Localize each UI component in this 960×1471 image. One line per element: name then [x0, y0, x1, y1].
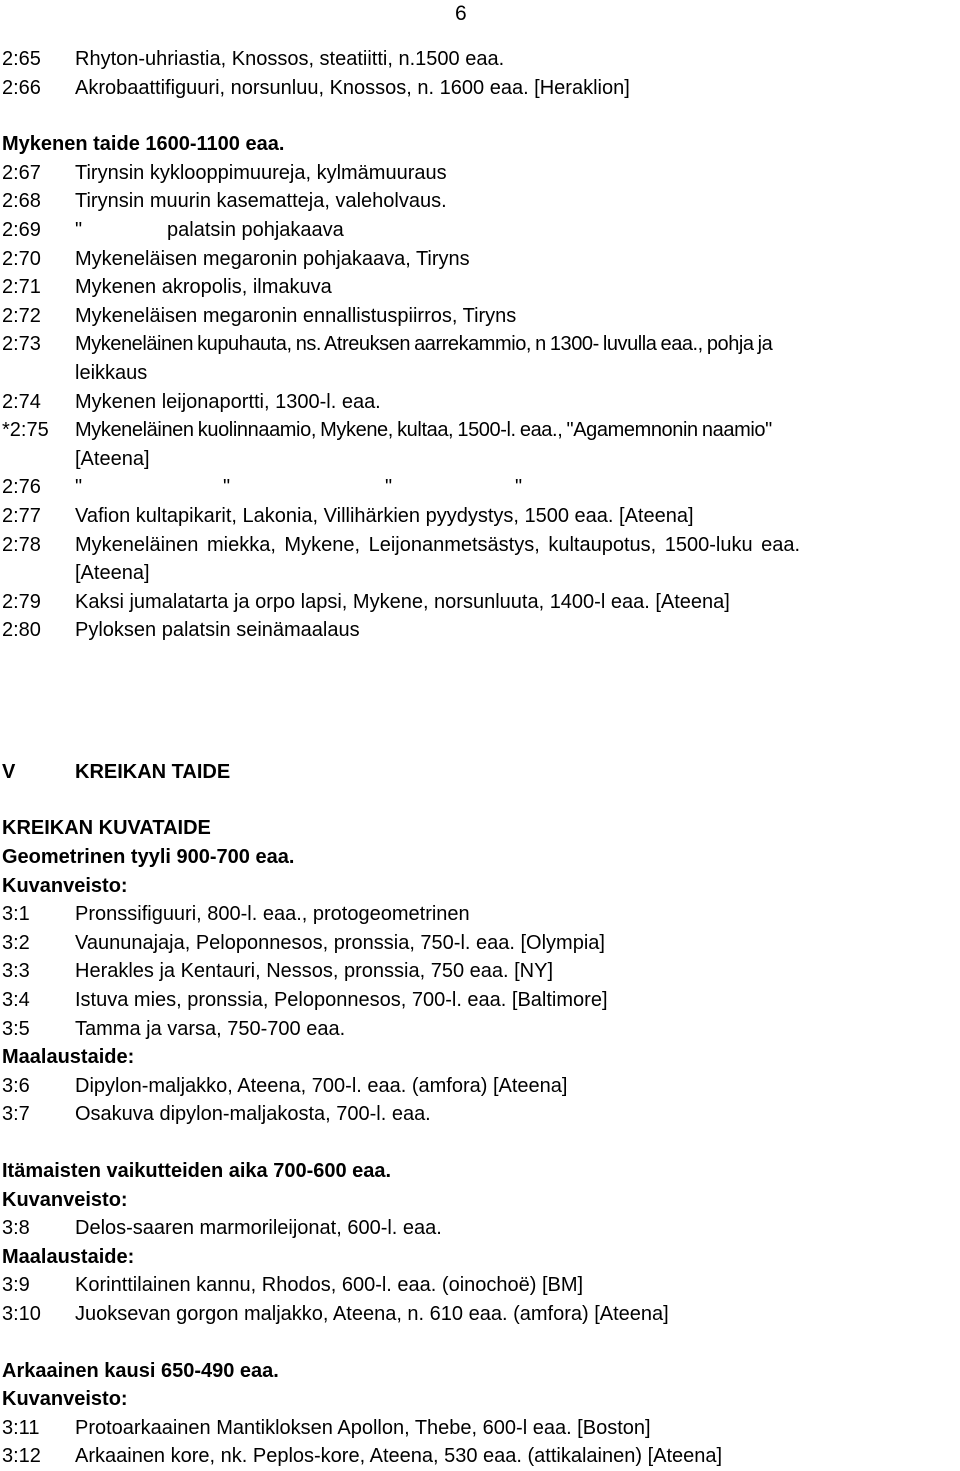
list-item: [2, 616, 958, 645]
item-text: Protoarkaainen Mantikloksen Apollon, Thebe, 600-l eaa. [Boston]: [75, 1416, 651, 1439]
item-number: 2:69: [2, 218, 41, 241]
subsection-label: Maalaustaide:: [2, 1245, 135, 1268]
list-item: [2, 588, 958, 617]
item-text: Korinttilainen kannu, Rhodos, 600-l. eaa. (oinochoë) [BM]: [75, 1274, 584, 1297]
item-number: 2:80: [2, 619, 41, 642]
list-item: [2, 1271, 958, 1300]
item-text: Pronssifiguuri, 800-l. eaa., protogeometrinen: [75, 903, 470, 926]
section-heading-mykenen: Mykenen taide 1600-1100 eaa.: [2, 133, 285, 156]
item-number: 3:12: [2, 1445, 41, 1468]
item-continuation: [Ateena]: [75, 447, 150, 470]
list-item: [2, 245, 958, 274]
chapter-number: V: [2, 760, 16, 783]
item-text: Vafion kultapikarit, Lakonia, Villihärkien pyydystys, 1500 eaa. [Ateena]: [75, 504, 694, 527]
list-item: [2, 531, 958, 560]
ditto-mark: ": [385, 476, 393, 499]
item-text: Rhyton-uhriastia, Knossos, steatiitti, n.1500 eaa.: [75, 48, 505, 70]
item-number: 3:1: [2, 903, 30, 926]
item-text: Osakuva dipylon-maljakosta, 700-l. eaa.: [75, 1103, 431, 1126]
item-text: Kaksi jumalatarta ja orpo lapsi, Mykene, norsunluuta, 1400-l eaa. [Ateena]: [75, 590, 730, 613]
item-text: Juoksevan gorgon maljakko, Ateena, n. 610 eaa. (amfora) [Ateena]: [75, 1302, 669, 1325]
item-text: Delos-saaren marmorileijonat, 600-l. eaa.: [75, 1217, 442, 1240]
item-number: 3:9: [2, 1274, 30, 1297]
ditto-mark: ": [223, 476, 231, 499]
item-number: 2:72: [2, 304, 41, 327]
page-number: 6: [455, 2, 467, 25]
list-item: [2, 1214, 958, 1243]
list-item: [2, 330, 958, 359]
item-number: 2:68: [2, 190, 41, 213]
list-item: [2, 302, 958, 331]
item-text: Dipylon-maljakko, Ateena, 700-l. eaa. (amfora) [Ateena]: [75, 1074, 568, 1097]
period-heading: Itämaisten vaikutteiden aika 700-600 eaa.: [2, 1160, 392, 1182]
list-item: [2, 929, 958, 958]
item-continuation: [Ateena]: [75, 562, 150, 585]
item-text: Arkaainen kore, nk. Peplos-kore, Ateena, 530 eaa. (attikalainen) [Ateena]: [75, 1445, 723, 1468]
list-item: [2, 1414, 958, 1443]
subsection-label: Kuvanveisto:: [2, 1388, 128, 1411]
list-item: [2, 187, 958, 216]
item-number: 3:11: [2, 1416, 40, 1439]
list-item: [2, 74, 958, 103]
list-item: [2, 416, 958, 445]
list-item: [2, 473, 958, 502]
item-text: Mykeneläinen miekka, Mykene, Leijonanmetsästys, kultaupotus, 1500-luku eaa.: [75, 533, 801, 556]
item-number: 2:66: [2, 76, 41, 99]
ditto-mark: ": [75, 218, 83, 241]
item-number: 2:73: [2, 333, 41, 356]
item-number: 3:2: [2, 931, 30, 954]
list-item: [2, 45, 958, 74]
ditto-mark: ": [75, 476, 83, 499]
period-heading: Arkaainen kausi 650-490 eaa.: [2, 1359, 279, 1382]
item-number: 2:78: [2, 533, 41, 556]
chapter-title: [2, 758, 958, 787]
item-number: *2:75: [2, 419, 49, 442]
item-text: Mykeneläinen kupuhauta, ns. Atreuksen aarrekammio, n 1300- luvulla eaa., pohja ja: [75, 333, 773, 356]
item-text: palatsin pohjakaava: [167, 218, 344, 241]
item-number: 3:3: [2, 960, 30, 983]
item-text: Herakles ja Kentauri, Nessos, pronssia, 750 eaa. [NY]: [75, 960, 554, 983]
list-item: [2, 388, 958, 417]
chapter-name: KREIKAN TAIDE: [75, 760, 231, 783]
list-item: [2, 1442, 958, 1471]
item-number: 3:5: [2, 1017, 30, 1040]
subsection-label: Maalaustaide:: [2, 1046, 135, 1069]
item-text: Mykeneläisen megaronin pohjakaava, Tiryns: [75, 247, 470, 270]
list-item: [2, 1072, 958, 1101]
item-number: 2:70: [2, 247, 41, 270]
kuvataide-heading: KREIKAN KUVATAIDE: [2, 817, 211, 840]
list-item: [2, 159, 958, 188]
item-number: 2:76: [2, 476, 41, 499]
item-number: 2:67: [2, 161, 41, 184]
item-number: 3:8: [2, 1217, 30, 1240]
item-text: Akrobaattifiguuri, norsunluu, Knossos, n. 1600 eaa. [Heraklion]: [75, 76, 630, 99]
item-number: 2:74: [2, 390, 41, 413]
item-number: 2:65: [2, 48, 41, 70]
item-text: Mykeneläinen kuolinnaamio, Mykene, kultaa, 1500-l. eaa., "Agamemnonin naamio": [75, 419, 772, 442]
item-text: Vaununajaja, Peloponnesos, pronssia, 750-l. eaa. [Olympia]: [75, 931, 605, 954]
item-continuation: leikkaus: [75, 361, 148, 384]
list-item: [2, 1100, 958, 1129]
item-number: 3:10: [2, 1302, 41, 1325]
list-item: [2, 986, 958, 1015]
item-text: Istuva mies, pronssia, Peloponnesos, 700-l. eaa. [Baltimore]: [75, 989, 608, 1012]
document-body: [2, 45, 958, 1471]
list-item: [2, 502, 958, 531]
item-text: Tirynsin muurin kasematteja, valeholvaus.: [75, 190, 447, 213]
item-number: 2:77: [2, 504, 41, 527]
ditto-mark: ": [515, 476, 523, 499]
list-item: [2, 216, 958, 245]
list-item: [2, 1015, 958, 1044]
item-number: 2:71: [2, 276, 41, 299]
list-item: [2, 1300, 958, 1329]
item-number: 2:79: [2, 590, 41, 613]
item-text: Mykenen leijonaportti, 1300-l. eaa.: [75, 390, 381, 413]
list-item: [2, 957, 958, 986]
item-text: Tamma ja varsa, 750-700 eaa.: [75, 1017, 346, 1040]
item-text: Pyloksen palatsin seinämaalaus: [75, 619, 360, 642]
list-item: [2, 900, 958, 929]
item-number: 3:4: [2, 989, 30, 1012]
item-number: 3:7: [2, 1103, 30, 1126]
list-item: [2, 273, 958, 302]
item-text: Mykeneläisen megaronin ennallistuspiirros, Tiryns: [75, 304, 517, 327]
period-heading: Geometrinen tyyli 900-700 eaa.: [2, 846, 295, 869]
item-number: 3:6: [2, 1074, 30, 1097]
item-text: Mykenen akropolis, ilmakuva: [75, 276, 332, 299]
subsection-label: Kuvanveisto:: [2, 1188, 128, 1211]
subsection-label: Kuvanveisto:: [2, 874, 128, 897]
item-text: Tirynsin kyklooppimuureja, kylmämuuraus: [75, 161, 447, 184]
